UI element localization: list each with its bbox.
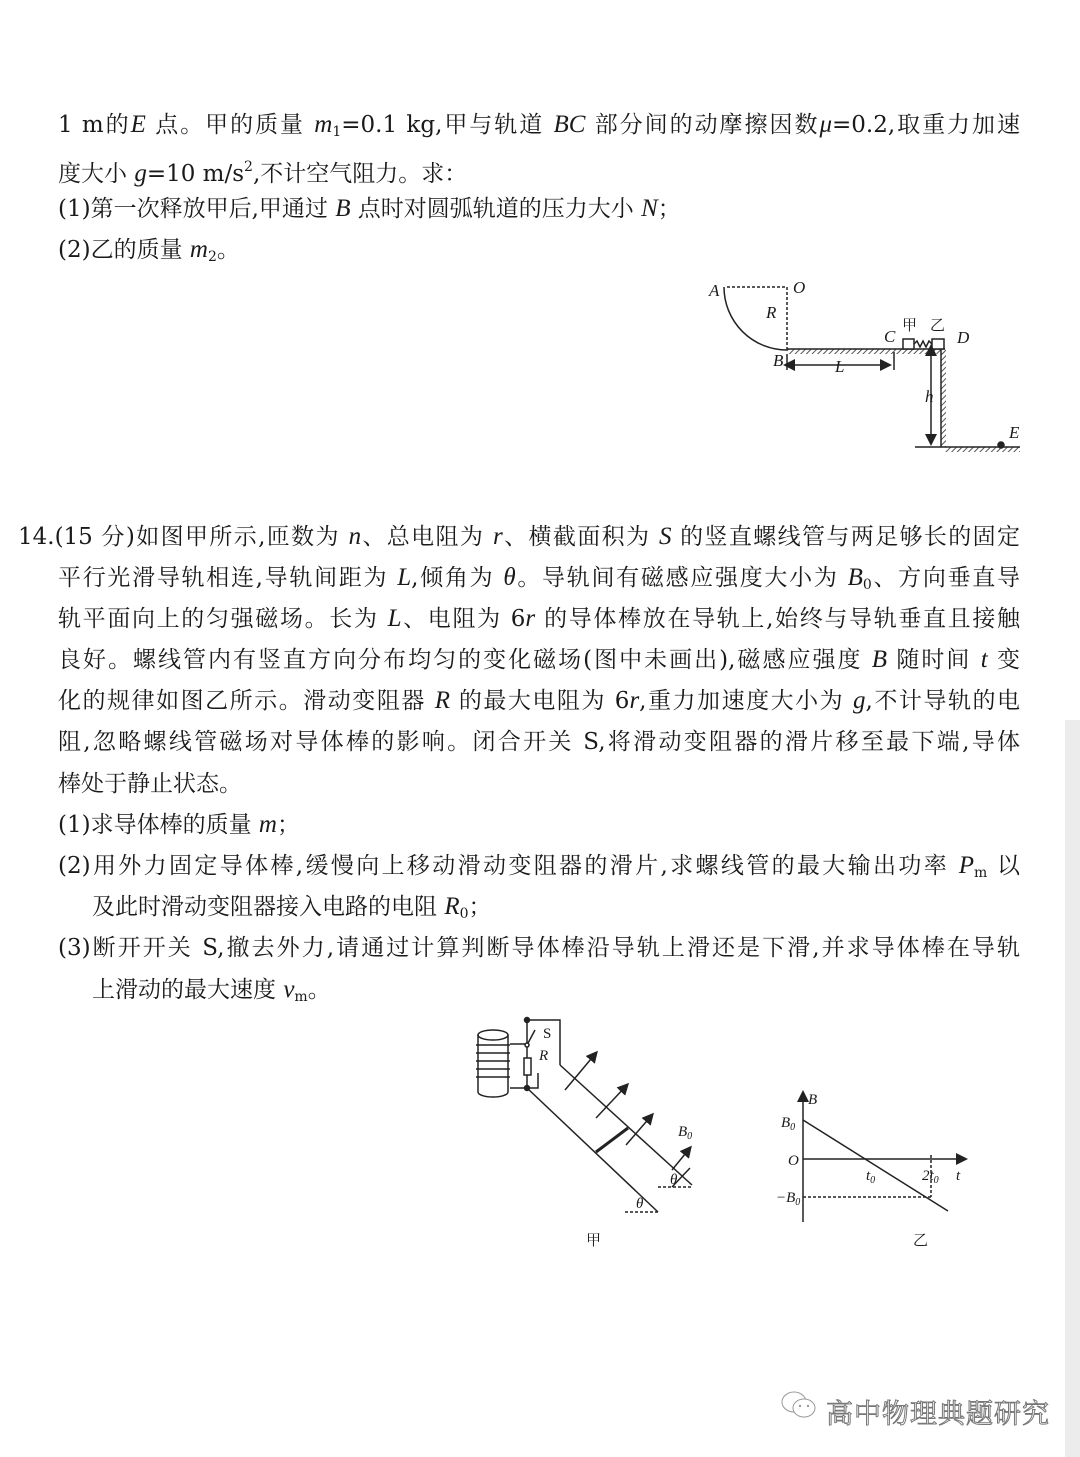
label-t0: $t_0$ (866, 1168, 876, 1186)
label-yi: 乙 (930, 318, 946, 334)
text-run: 轨平面向上的匀强磁场。长为 (58, 606, 388, 632)
math-symbol: E (130, 111, 146, 138)
text-run: (2)用外力固定导体棒,缓慢向上移动滑动变阻器的滑片,求螺线管的最大输出功率 (58, 853, 959, 879)
text-run: 点时对圆弧轨道的压力大小 (350, 196, 642, 222)
math-symbol: R (434, 687, 450, 714)
text-run: ； (276, 812, 300, 838)
label-h: h (925, 387, 934, 406)
math-symbol: 2 (244, 159, 253, 175)
math-symbol: r (492, 523, 503, 550)
text-run: 1 m的 (58, 112, 131, 138)
label-C: C (884, 327, 896, 346)
text-run: 化的规律如图乙所示。滑动变阻器 (58, 688, 435, 714)
math-symbol: P (958, 852, 975, 879)
math-symbol: BC (553, 111, 586, 138)
conductor-rod (596, 1128, 628, 1152)
math-symbol: r (629, 687, 640, 714)
rail-circuit-diagram (476, 1018, 692, 1213)
math-symbol: m (258, 811, 277, 838)
b-t-graph (803, 1093, 965, 1222)
text-run: =10 m/s (146, 161, 245, 187)
text-run: 、横截面积为 (502, 524, 659, 550)
scrollbar[interactable] (1065, 720, 1080, 1457)
text-run: 、电阻为 6 (401, 606, 526, 632)
label-2t0: $2t_0$ (922, 1168, 939, 1186)
text-run: 的最大电阻为 6 (449, 688, 630, 714)
label-B: B (773, 351, 784, 370)
label-O: O (793, 278, 806, 297)
math-symbol: r (525, 605, 536, 632)
wechat-icon (780, 1390, 822, 1420)
math-symbol: m (974, 865, 988, 881)
text-run: ； (468, 894, 492, 920)
block-jia (903, 339, 914, 349)
text-run: ,倾角为 (411, 565, 504, 591)
text-run: (2)乙的质量 (58, 237, 190, 263)
label-A: A (709, 281, 720, 300)
math-symbol: 0 (459, 906, 469, 922)
label-S: S (543, 1026, 552, 1042)
text-run: 。 (216, 237, 240, 263)
point-E (998, 442, 1004, 448)
text-run: =0.2,取重力加速 (832, 112, 1020, 138)
math-symbol: m (294, 989, 308, 1005)
text-run: (1)第一次释放甲后,甲通过 (58, 196, 336, 222)
text-run: 良好。螺线管内有竖直方向分布均匀的变化磁场(图中未画出),磁感应强度 (58, 647, 872, 673)
label-E: E (1009, 423, 1020, 442)
text-run: 14.(15 分)如图甲所示,匝数为 (18, 524, 349, 550)
block-yi (932, 339, 944, 349)
math-symbol: B (871, 646, 888, 673)
math-symbol: B (335, 195, 351, 222)
label-theta-right: θ (670, 1172, 678, 1188)
text-run: 平行光滑导轨相连,导轨间距为 (58, 565, 398, 591)
math-symbol: 0 (862, 577, 872, 593)
label-neg-B0: $-B_0$ (776, 1190, 801, 1208)
text-run: ,不计导轨的电 (865, 688, 1021, 714)
text-run: 、方向垂直导 (871, 565, 1021, 591)
text-run: 的竖直螺线管与两足够长的固定 (671, 524, 1021, 550)
text-run: 随时间 (887, 647, 981, 673)
label-t: t (956, 1168, 961, 1184)
text-run: =0.1 kg,甲与轨道 (341, 112, 554, 138)
label-jia: 甲 (902, 318, 918, 334)
text-run: 变 (987, 647, 1020, 673)
math-symbol: g (853, 687, 866, 714)
text-run: 以 (987, 853, 1020, 879)
label-B0: $B_0$ (678, 1124, 693, 1142)
label-B: B (808, 1092, 818, 1108)
label-L: L (835, 357, 845, 376)
math-symbol: θ (503, 564, 516, 591)
caption-yi: 乙 (913, 1233, 929, 1249)
text-run: 点。甲的质量 (145, 112, 315, 138)
watermark-text: 高中物理典题研究 (826, 1399, 1050, 1430)
math-symbol: 1 (332, 124, 342, 140)
math-symbol: B (847, 564, 863, 591)
math-symbol: 2 (207, 249, 217, 265)
text-run: 部分间的动摩擦因数 (585, 112, 820, 138)
arc-track (724, 287, 787, 350)
text-run: 棒处于静止状态。 (58, 771, 242, 797)
text-run: 的导体棒放在导轨上,始终与导轨垂直且接触 (535, 606, 1020, 632)
math-symbol: t (980, 646, 988, 673)
label-R: R (766, 303, 777, 322)
text-run: ； (657, 196, 681, 222)
math-symbol: n (348, 523, 362, 550)
math-symbol: L (387, 605, 402, 632)
text-run: 度大小 (58, 161, 135, 187)
text-run: 阻,忽略螺线管磁场对导体棒的影响。闭合开关 S,将滑动变阻器的滑片移至最下端,导体 (58, 729, 1020, 755)
text-run: ,重力加速度大小为 (639, 688, 854, 714)
solenoid (478, 1030, 508, 1040)
caption-jia: 甲 (586, 1233, 602, 1249)
track-labels (708, 278, 1020, 442)
label-B0: $B_0$ (781, 1115, 796, 1133)
rheostat-R (524, 1058, 531, 1075)
math-symbol: g (134, 160, 147, 187)
text-run: 及此时滑动变阻器接入电路的电阻 (92, 894, 445, 920)
label-theta-bottom: θ (636, 1196, 644, 1212)
math-symbol: v (283, 976, 295, 1003)
math-symbol: m (314, 111, 333, 138)
text-run: ,不计空气阻力。求： (252, 161, 468, 187)
text-run: (3)断开开关 S,撤去外力,请通过计算判断导体棒沿导轨上滑还是下滑,并求导体棒在导轨 (58, 935, 1020, 961)
math-symbol: R (444, 893, 460, 920)
label-origin: O (788, 1153, 799, 1169)
text-run: 上滑动的最大速度 (92, 977, 284, 1003)
text-run: 。 (307, 977, 331, 1003)
text-run: (1)求导体棒的质量 (58, 812, 259, 838)
math-symbol: μ (819, 111, 832, 138)
text-run: 、总电阻为 (361, 524, 493, 550)
magnetic-field-arrows (565, 1053, 693, 1170)
label-D: D (957, 328, 970, 347)
math-symbol: m (189, 236, 208, 263)
math-symbol: L (397, 564, 412, 591)
upper-rail (560, 1065, 692, 1185)
label-R: R (539, 1048, 549, 1064)
spring (914, 341, 932, 347)
math-symbol: S (659, 523, 672, 550)
lower-rail (527, 1088, 658, 1212)
text-run: 。导轨间有磁感应强度大小为 (515, 565, 848, 591)
math-symbol: N (641, 195, 658, 222)
